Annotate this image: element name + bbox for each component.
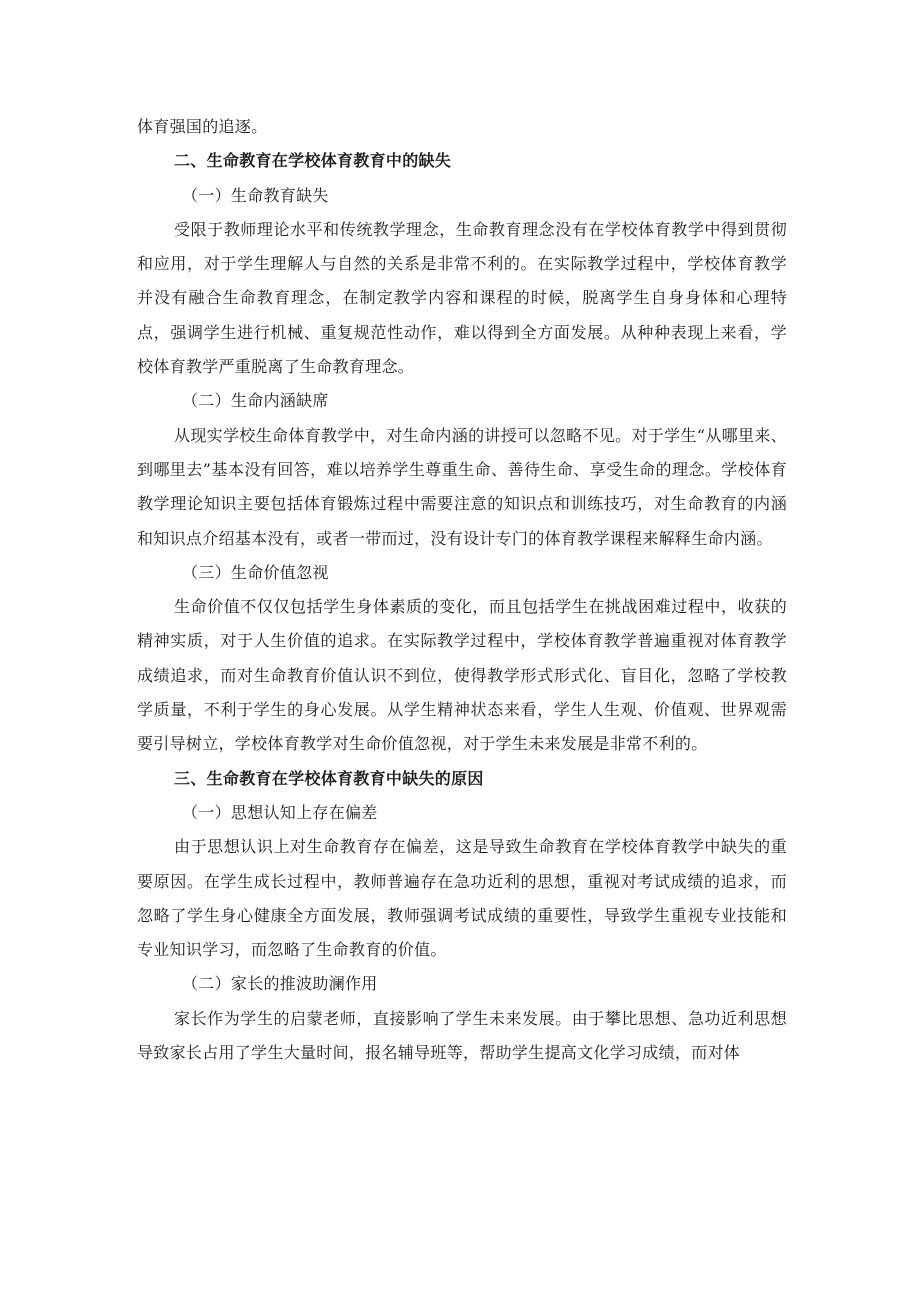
sub-heading: （二）生命内涵缺席 [182, 391, 329, 411]
sub-heading: （二）家长的推波助澜作用 [182, 974, 378, 994]
body-paragraph: 受限于教师理论水平和传统教学理念，生命教育理念没有在学校体育教学中得到贯彻和应用，对于学生理解人与自然的关系是非常不利的。在实际教学过程中，学校体育教学并没有融合生命教育理念，在制定教学内容和课程的时候，脱离学生自身身体和心理特点，强调学生进行机械、重复规范性动作，难以得到全方面发展。从种种表现上来看，学校体育教学严重脱离了生命教育理念。 [137, 219, 787, 377]
sub-heading: （一）思想认知上存在偏差 [182, 802, 378, 822]
body-paragraph: 生命价值不仅仅包括学生身体素质的变化，而且包括学生在挑战困难过程中，收获的精神实质，对于人生价值的追求。在实际教学过程中，学校体育教学普遍重视对体育教学成绩追求，而对生命教育价值认识不到位，使得教学形式形式化、盲目化，忽略了学校教学质量，不利于学生的身心发展。从学生精神状态来看，学生人生观、价值观、世界观需要引导树立，学校体育教学对生命价值忽视，对于学生未来发展是非常不利的。 [137, 597, 787, 754]
section-heading: 二、生命教育在学校体育教育中的缺失 [174, 151, 452, 171]
body-paragraph-continued: 体育强国的追逐。 [137, 117, 268, 136]
section-heading: 三、生命教育在学校体育教育中缺失的原因 [174, 768, 484, 788]
sub-heading: （一）生命教育缺失 [182, 185, 329, 205]
sub-heading: （三）生命价值忽视 [182, 562, 329, 582]
body-paragraph: 由于思想认识上对生命教育存在偏差，这是导致生命教育在学校体育教学中缺失的重要原因。在学生成长过程中，教师普遍存在急功近利的思想，重视对考试成绩的追求，而忽略了学生身心健康全方面发展，教师强调考试成绩的重要性，导致学生重视专业技能和专业知识学习，而忽略了生命教育的价值。 [137, 837, 787, 960]
body-paragraph: 从现实学校生命体育教学中，对生命内涵的讲授可以忽略不见。对于学生“从哪里来、到哪里去”基本没有回答，难以培养学生尊重生命、善待生命、享受生命的理念。学校体育教学理论知识主要包括体育锻炼过程中需要注意的知识点和训练技巧，对生命教育的内涵和知识点介绍基本没有，或者一带而过，没有设计专门的体育教学课程来解释生命内涵。 [137, 425, 787, 548]
document-body [137, 110, 787, 1070]
body-paragraph: 家长作为学生的启蒙老师，直接影响了学生未来发展。由于攀比思想、急功近利思想导致家长占用了学生大量时间，报名辅导班等，帮助学生提高文化学习成绩，而对体 [137, 1008, 787, 1063]
